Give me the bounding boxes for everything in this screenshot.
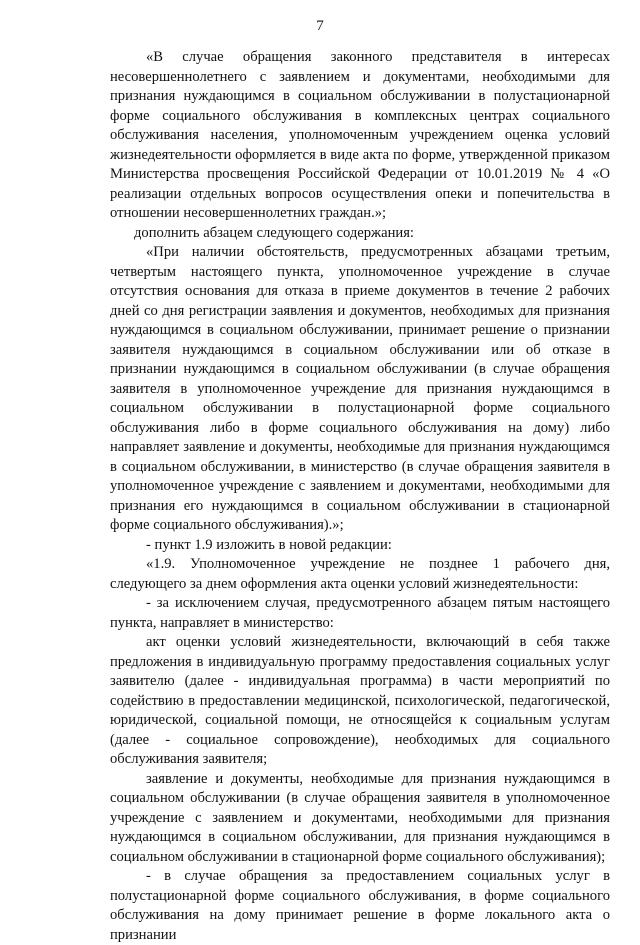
paragraph-quote-legal-representative: «В случае обращения законного представителя в интересах несовершеннолетнего с заявлением и документами, необходимыми для признания нуждающимся в социальном обслуживании в полустационарной форме социального обслуживания в комплексных центрах социального обслуживания населения, уполномоченным учреждением оценка условий жизнедеятельности оформляется в виде акта по форме, утвержденной приказом Министерства просвещения Российской Федерации от 10.01.2019 № 4 «О реализации отдельных вопросов осуществления опеки и попечительства в отношении несовершеннолетних граждан.»; (110, 49, 610, 221)
paragraph-except-case: - за исключением случая, предусмотренного абзацем пятым настоящего пункта, направляет в министерство: (110, 595, 610, 631)
paragraph-item-1-9-intro: - пункт 1.9 изложить в новой редакции: (146, 536, 392, 553)
paragraph-item-1-9: «1.9. Уполномоченное учреждение не позднее 1 рабочего дня, следующего за днем оформления акта оценки условий жизнедеятельности: (110, 556, 610, 592)
paragraph-assessment-act: акт оценки условий жизнедеятельности, включающий в себя также предложения в индивидуальную программу предоставления социальных услуг заявителю (далее - индивидуальная программа) в части мероприятий по содействию в предоставлении медицинской, психологической, педагогической, юридической, социальной помощи, не относящейся к социальным услугам (далее - социальное сопровождение), необходимых для социального обслуживания заявителя; (110, 634, 610, 767)
paragraph-add-clause: дополнить абзацем следующего содержания: (134, 224, 414, 241)
document-text (110, 48, 610, 945)
page-number: 7 (316, 18, 324, 34)
paragraph-semi-stationary-case: - в случае обращения за предоставлением социальных услуг в полустационарной форме социального обслуживания, в форме социального обслуживания на дому принимает решение в форме локального акта о признании (110, 868, 610, 943)
paragraph-application-documents: заявление и документы, необходимые для признания нуждающимся в социальном обслуживании (в случае обращения заявителя в уполномоченное учреждение с заявлением и документами, необходимыми для признания нуждающимся в социальном обслуживании, для признания нуждающимся в социальном обслуживании в стационарной форме социального обслуживания); (110, 770, 610, 865)
paragraph-quote-circumstances: «При наличии обстоятельств, предусмотренных абзацами третьим, четвертым настоящего пункта, уполномоченное учреждение в случае отсутствия основания для отказа в приеме документов в течение 2 рабочих дней со дня регистрации заявления и документов, необходимых для признания нуждающимся в социальном обслуживании, принимает решение о признании заявителя нуждающимся в социальном обслуживании или об отказе в признании нуждающимся в социальном обслуживании (в случае обращения заявителя в уполномоченное учреждение для признания нуждающимся в социальном обслуживании в полустационарной форме социального обслуживания либо в форме социального обслуживания на дому) либо направляет заявление и документы, необходимые для признания нуждающимся в социальном обслуживании, в министерство (в случае обращения заявителя в уполномоченное учреждение с заявлением и документами, необходимыми для признания его нуждающимся в социальном обслуживании в стационарной форме социального обслуживания).»; (110, 244, 610, 533)
